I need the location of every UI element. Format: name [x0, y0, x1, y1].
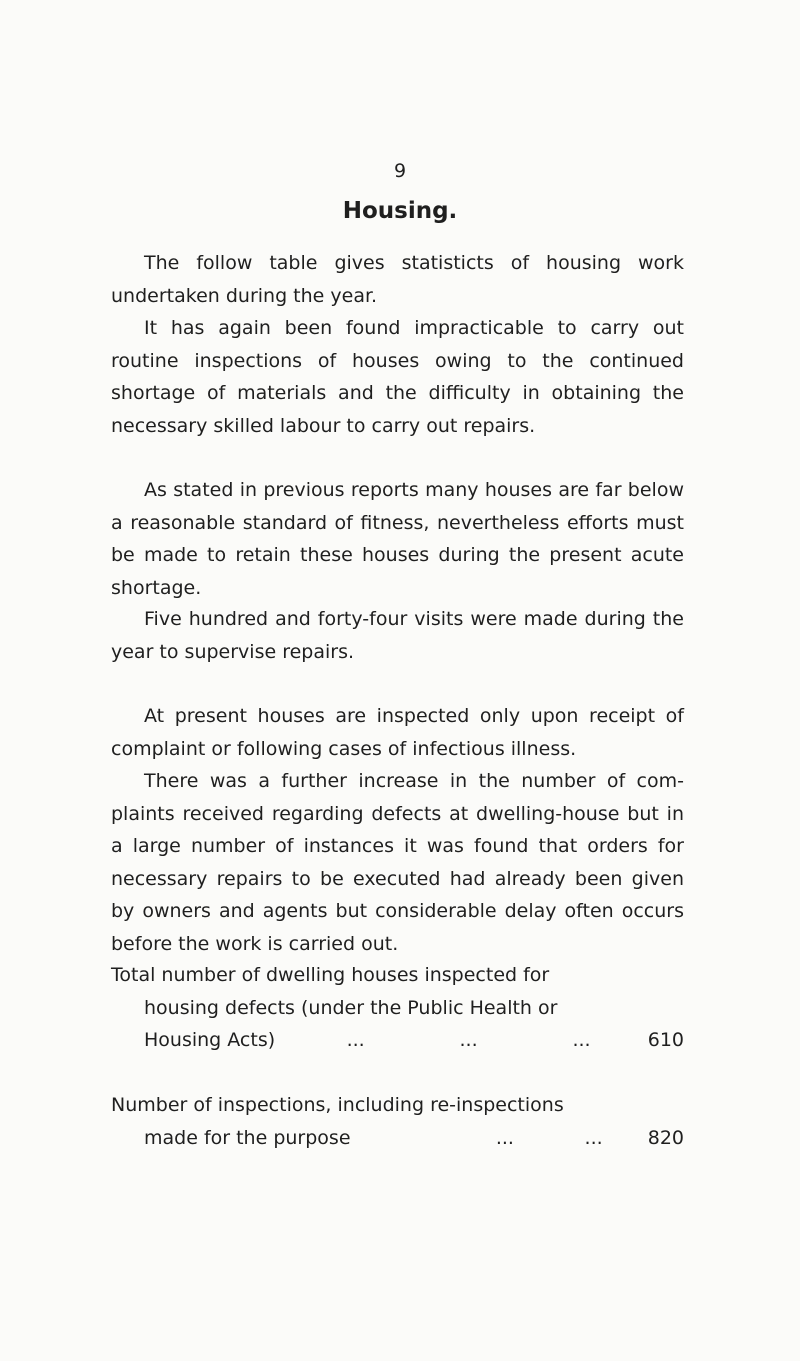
- paragraph: Five hundred and forty-four visits were made during the year to supervise repairs.: [111, 608, 684, 663]
- stat-line: [111, 1089, 684, 1122]
- paragraph: At present houses are inspected only upon receipt of complaint or following cases of infectious illness.: [111, 705, 684, 760]
- stat-label: housing defects (under the Public Health or: [144, 996, 558, 1019]
- stat-dwellings-inspected: [111, 959, 684, 1057]
- paragraph: The follow table gives statisticts of housing work undertaken during the year.: [111, 252, 684, 307]
- leader-dots: ...: [459, 1029, 478, 1051]
- leader-dots: ...: [584, 1126, 603, 1149]
- dot-leader: [275, 1024, 644, 1057]
- stat-line: [111, 1122, 684, 1155]
- leader-dots: ...: [346, 1029, 365, 1051]
- stat-value: 820: [647, 1126, 684, 1149]
- stat-line: [111, 992, 684, 1025]
- stat-value: 610: [647, 1029, 684, 1051]
- page-number: 9: [393, 160, 407, 182]
- dot-leader: [351, 1122, 644, 1155]
- stat-inspections-made: [111, 1089, 684, 1154]
- paragraph: As stated in previous reports many houses are far below a reasonable standard of fitness, nevertheless efforts must be made to retain these houses during the present acute shortage.: [111, 479, 684, 599]
- stat-label: Number of inspections, including re-inspections: [111, 1094, 564, 1116]
- paragraph: It has again been found impracticable to carry out routine inspections of houses owing to the continued shortage of materials and the difficulty in obtaining the necessary skilled labour to carry out repairs.: [111, 317, 684, 437]
- paragraph: There was a further increase in the number of com- plaints received regarding defects at dwelling-house but in a large number of instances it was found that orders for necessary repairs to be executed had already been given by owners and agents but considerable delay often occurs before the work is carried out.: [111, 770, 684, 955]
- section-heading: Housing.: [342, 198, 458, 224]
- leader-dots: ...: [572, 1029, 591, 1051]
- stat-line: [111, 1024, 684, 1057]
- stat-label: made for the purpose: [144, 1126, 351, 1149]
- stat-line: [111, 959, 684, 992]
- stat-label: Total number of dwelling houses inspected for: [111, 964, 550, 986]
- stat-label: Housing Acts): [144, 1029, 276, 1051]
- leader-dots: ...: [495, 1126, 514, 1149]
